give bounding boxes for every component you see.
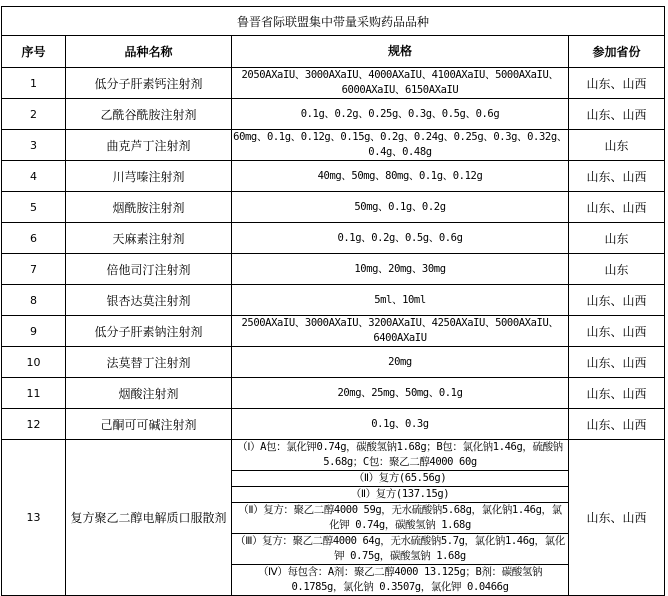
row-spec: 2500AXaIU、3000AXaIU、3200AXaIU、4250AXaIU、5000AXaIU、6400AXaIU <box>232 316 569 347</box>
row-name: 低分子肝素钙注射剂 <box>66 68 232 99</box>
row-no: 1 <box>2 68 66 99</box>
table-row <box>2 192 665 223</box>
row-provinces: 山东 <box>569 130 665 161</box>
row-name: 复方聚乙二醇电解质口服散剂 <box>66 440 232 596</box>
table-title: 鲁晋省际联盟集中带量采购药品品种 <box>2 7 665 36</box>
row-no: 11 <box>2 378 66 409</box>
spec-variant: （Ⅱ）复方：聚乙二醇4000 59g，无水硫酸钠5.68g，氯化钠1.46g，氯化钾 0.74g，碳酸氢钠 1.68g <box>232 503 568 534</box>
row-provinces: 山东、山西 <box>569 378 665 409</box>
row-spec: 50mg、0.1g、0.2g <box>232 192 569 223</box>
row-provinces: 山东、山西 <box>569 161 665 192</box>
row-provinces: 山东 <box>569 223 665 254</box>
row-name: 烟酰胺注射剂 <box>66 192 232 223</box>
row-provinces: 山东、山西 <box>569 347 665 378</box>
table-row <box>2 130 665 161</box>
row-spec: 10mg、20mg、30mg <box>232 254 569 285</box>
row-provinces: 山东、山西 <box>569 192 665 223</box>
header-spec: 规格 <box>232 36 569 68</box>
row-name: 低分子肝素钠注射剂 <box>66 316 232 347</box>
spec-variant: （Ⅱ）复方(65.56g) <box>232 471 568 487</box>
row-no: 7 <box>2 254 66 285</box>
table-row <box>2 99 665 130</box>
row-no: 10 <box>2 347 66 378</box>
row-name: 曲克芦丁注射剂 <box>66 130 232 161</box>
spec-variant: （Ⅲ）复方：聚乙二醇4000 64g，无水硫酸钠5.7g，氯化钠1.46g，氯化钾 0.75g，碳酸氢钠 1.68g <box>232 534 568 565</box>
table-body <box>2 68 665 596</box>
row-name: 乙酰谷酰胺注射剂 <box>66 99 232 130</box>
header-name: 品种名称 <box>66 36 232 68</box>
row-no: 12 <box>2 409 66 440</box>
row-name: 天麻素注射剂 <box>66 223 232 254</box>
table-row <box>2 68 665 99</box>
table-row <box>2 223 665 254</box>
row-spec: 20mg、25mg、50mg、0.1g <box>232 378 569 409</box>
row-provinces: 山东、山西 <box>569 316 665 347</box>
table-row <box>2 254 665 285</box>
row-no: 13 <box>2 440 66 596</box>
table-row <box>2 285 665 316</box>
row-no: 5 <box>2 192 66 223</box>
row-no: 4 <box>2 161 66 192</box>
table-row <box>2 440 665 596</box>
row-spec-multi <box>232 440 569 596</box>
header-provinces: 参加省份 <box>569 36 665 68</box>
row-name: 己酮可可碱注射剂 <box>66 409 232 440</box>
row-spec: 0.1g、0.2g、0.25g、0.3g、0.5g、0.6g <box>232 99 569 130</box>
row-provinces: 山东、山西 <box>569 285 665 316</box>
row-provinces: 山东 <box>569 254 665 285</box>
table-row <box>2 316 665 347</box>
row-no: 9 <box>2 316 66 347</box>
row-spec: 20mg <box>232 347 569 378</box>
spec-variant: （Ⅳ）每包含：A剂：聚乙二醇4000 13.125g；B剂：碳酸氢钠0.1785g，氯化钠 0.3507g，氯化钾 0.0466g <box>257 566 543 593</box>
spec-variant: （Ⅱ）复方(137.15g) <box>232 487 568 503</box>
table-row <box>2 347 665 378</box>
row-provinces: 山东、山西 <box>569 409 665 440</box>
row-provinces: 山东、山西 <box>569 68 665 99</box>
row-no: 3 <box>2 130 66 161</box>
row-name: 倍他司汀注射剂 <box>66 254 232 285</box>
row-spec: 0.1g、0.2g、0.5g、0.6g <box>232 223 569 254</box>
procurement-table <box>1 6 665 596</box>
row-no: 8 <box>2 285 66 316</box>
table-row <box>2 378 665 409</box>
row-name: 银杏达莫注射剂 <box>66 285 232 316</box>
row-spec: 0.1g、0.3g <box>232 409 569 440</box>
spec-variant: （Ⅰ）A包：氯化钾0.74g，碳酸氢钠1.68g；B包：氯化钠1.46g，硫酸钠5.68g；C包：聚乙二醇4000 60g <box>232 440 568 471</box>
table-row <box>2 409 665 440</box>
row-name: 烟酸注射剂 <box>66 378 232 409</box>
table-row <box>2 161 665 192</box>
row-no: 6 <box>2 223 66 254</box>
row-no: 2 <box>2 99 66 130</box>
row-spec: 40mg、50mg、80mg、0.1g、0.12g <box>232 161 569 192</box>
row-provinces: 山东、山西 <box>569 440 665 596</box>
row-name: 法莫替丁注射剂 <box>66 347 232 378</box>
row-spec: 60mg、0.1g、0.12g、0.15g、0.2g、0.24g、0.25g、0.3g、0.32g、0.4g、0.48g <box>232 130 569 161</box>
row-provinces: 山东、山西 <box>569 99 665 130</box>
row-spec: 2050AXaIU、3000AXaIU、4000AXaIU、4100AXaIU、5000AXaIU、6000AXaIU、6150AXaIU <box>232 68 569 99</box>
row-spec: 5ml、10ml <box>232 285 569 316</box>
header-no: 序号 <box>2 36 66 68</box>
row-name: 川芎嗪注射剂 <box>66 161 232 192</box>
